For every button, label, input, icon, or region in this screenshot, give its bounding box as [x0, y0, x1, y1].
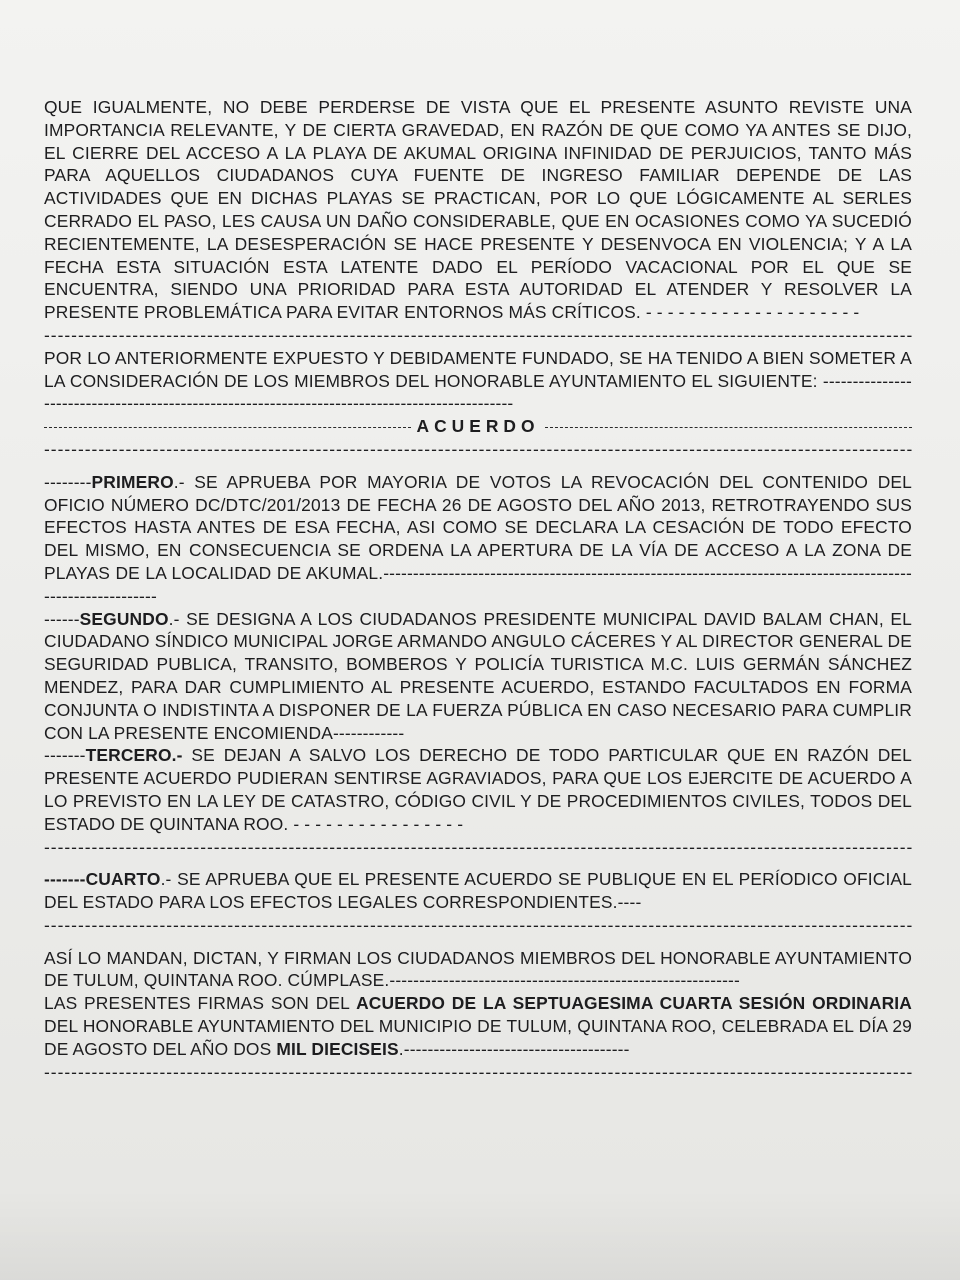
clause-segundo-text: .- SE DESIGNA A LOS CIUDADANOS PRESIDENTE MUNICIPAL DAVID BALAM CHAN, EL CIUDADANO SÍNDICO MUNICIPAL JORGE ARMANDO ANGULO CÁCERES Y AL DIRECTOR GENERAL DE SEGURIDAD PUBLICA, TRANSITO, BOMBEROS Y POLICÍA TURISTICA M.C. LUIS GERMÁN SÁNCHEZ MENDEZ, PARA DAR CUMPLIMIENTO AL PRESENTE ACUERDO, ESTANDO FACULTADOS EN FORMA CONJUNTA O INDISTINTA A DISPONER DE LA FUERZA PÚBLICA EN CASO NECESARIO PARA CUMPLIR CON LA PRESENTE ENCOMIENDA------------ [44, 608, 912, 743]
firmas-text-a: LAS PRESENTES FIRMAS SON DEL [44, 993, 357, 1014]
paragraph-firmas [44, 992, 912, 1060]
clause-tercero-label: TERCERO.- [85, 745, 183, 766]
paragraph-akumal-importance: QUE IGUALMENTE, NO DEBE PERDERSE DE VISTA QUE EL PRESENTE ASUNTO REVISTE UNA IMPORTANCIA RELEVANTE, Y DE CIERTA GRAVEDAD, EN RAZÓN DE QUE COMO YA ANTES SE DIJO, EL CIERRE DEL ACCESO A LA PLAYA DE AKUMAL ORIGINA INFINIDAD DE PERJUICIOS, TANTO MÁS PARA AQUELLOS CIUDADANOS CUYA FUENTE DE INGRESO FAMILIAR DEPENDE DE LAS ACTIVIDADES QUE EN DICHAS PLAYAS SE PRACTICAN, POR LO QUE LÓGICAMENTE AL SERLES CERRADO EL PASO, LES CAUSA UN DAÑO CONSIDERABLE, QUE EN OCASIONES COMO YA SUCEDIÓ RECIENTEMENTE, LA DESESPERACIÓN SE HACE PRESENTE Y DESENVOCA EN VIOLENCIA; Y A LA FECHA ESTA SITUACIÓN ESTA LATENTE DADO EL PERÍODO VACACIONAL POR EL QUE SE ENCUENTRA, SIENDO UNA PRIORIDAD PARA ESTA AUTORIDAD EL ATENDER Y RESOLVER LA PRESENTE PROBLEMÁTICA PARA EVITAR ENTORNOS MÁS CRÍTICOS. - - - - - - - - - - - - - - - - - - - - [44, 97, 912, 323]
document-body [44, 96, 912, 1083]
acuerdo-heading: ACUERDO [416, 416, 540, 437]
clause-tercero: -------TERCERO.- SE DEJAN A SALVO LOS DERECHO DE TODO PARTICULAR QUE EN RAZÓN DEL PRESENTE ACUERDO PUDIERAN SENTIRSE AGRAVIADOS, PARA QUE LOS EJERCITE DE ACUERDO A LO PREVISTO EN LA LEY DE CATASTRO, CÓDIGO CIVIL Y DE PROCEDIMIENTOS CIVILES, TODOS DEL ESTADO DE QUINTANA ROO. - - - - - - - - - - - - - - - - [44, 745, 912, 834]
dashed-separator [44, 914, 912, 937]
dashed-separator [44, 438, 912, 461]
dashed-separator [44, 836, 912, 859]
clause-segundo-label: SEGUNDO [79, 608, 169, 629]
clause-cuarto-label: -------CUARTO [44, 869, 161, 890]
dashed-rule-right [545, 427, 912, 428]
paragraph-expuesto: POR LO ANTERIORMENTE EXPUESTO Y DEBIDAMENTE FUNDADO, SE HA TENIDO A BIEN SOMETER A LA CONSIDERACIÓN DE LOS MIEMBROS DEL HONORABLE AYUNTAMIENTO EL SIGUIENTE: ---------------------------------------------------------------------------------------------- [44, 347, 912, 414]
clause-segundo: ------SEGUNDO.- SE DESIGNA A LOS CIUDADANOS PRESIDENTE MUNICIPAL DAVID BALAM CHAN, EL CIUDADANO SÍNDICO MUNICIPAL JORGE ARMANDO ANGULO CÁCERES Y AL DIRECTOR GENERAL DE SEGURIDAD PUBLICA, TRANSITO, BOMBEROS Y POLICÍA TURISTICA M.C. LUIS GERMÁN SÁNCHEZ MENDEZ, PARA DAR CUMPLIMIENTO AL PRESENTE ACUERDO, ESTANDO FACULTADOS EN FORMA CONJUNTA O INDISTINTA A DISPONER DE LA FUERZA PÚBLICA EN CASO NECESARIO PARA CUMPLIR CON LA PRESENTE ENCOMIENDA------------ [44, 608, 912, 743]
dashed-separator [44, 1061, 912, 1084]
dashed-separator [44, 324, 912, 347]
firmas-year: MIL DIECISEIS [276, 1038, 399, 1059]
clause-primero-label: PRIMERO [91, 471, 174, 492]
acuerdo-heading-row [44, 415, 912, 438]
paragraph-mandan: ASÍ LO MANDAN, DICTAN, Y FIRMAN LOS CIUDADANOS MIEMBROS DEL HONORABLE AYUNTAMIENTO DE TULUM, QUINTANA ROO. CÚMPLASE.----------------------------------------------------------- [44, 947, 912, 991]
page-shadow [0, 1190, 960, 1280]
firmas-text-c: .-------------------------------------- [398, 1038, 630, 1059]
dashed-rule-left [44, 427, 411, 428]
clause-cuarto-text: .- SE APRUEBA QUE EL PRESENTE ACUERDO SE PUBLIQUE EN EL PERÍODICO OFICIAL DEL ESTADO PARA LOS EFECTOS LEGALES CORRESPONDIENTES.---- [44, 869, 912, 913]
clause-tercero-text: SE DEJAN A SALVO LOS DERECHO DE TODO PARTICULAR QUE EN RAZÓN DEL PRESENTE ACUERDO PUDIERAN SENTIRSE AGRAVIADOS, PARA QUE LOS EJERCITE DE ACUERDO A LO PREVISTO EN LA LEY DE CATASTRO, CÓDIGO CIVIL Y DE PROCEDIMIENTOS CIVILES, TODOS DEL ESTADO DE QUINTANA ROO. - - - - - - - - - - - - - - - - [44, 745, 912, 834]
firmas-session-name: ACUERDO DE LA SEPTUAGESIMA CUARTA SESIÓN ORDINARIA [356, 993, 912, 1014]
clause-cuarto [44, 868, 912, 914]
clause-primero-text: .- SE APRUEBA POR MAYORIA DE VOTOS LA REVOCACIÓN DEL CONTENIDO DEL OFICIO NÚMERO DC/DTC/201/2013 DE FECHA 26 DE AGOSTO DEL AÑO 2013, RETROTRAYENDO SUS EFECTOS HASTA ANTES DE ESA FECHA, ASI COMO SE DECLARA LA CESACIÓN DE TODO EFECTO DEL MISMO, EN CONSECUENCIA SE ORDENA LA APERTURA DE LA VÍA DE ACCESO A LA ZONA DE PLAYAS DE LA LOCALIDAD DE AKUMAL.------------------------------------------------------------------------------------------------------------ [44, 471, 912, 606]
clause-primero: --------PRIMERO.- SE APRUEBA POR MAYORIA DE VOTOS LA REVOCACIÓN DEL CONTENIDO DEL OFICIO NÚMERO DC/DTC/201/2013 DE FECHA 26 DE AGOSTO DEL AÑO 2013, RETROTRAYENDO SUS EFECTOS HASTA ANTES DE ESA FECHA, ASI COMO SE DECLARA LA CESACIÓN DE TODO EFECTO DEL MISMO, EN CONSECUENCIA SE ORDENA LA APERTURA DE LA VÍA DE ACCESO A LA ZONA DE PLAYAS DE LA LOCALIDAD DE AKUMAL.------------------------------------------------------------------------------------------------------------ [44, 471, 912, 606]
firmas-text-b: DEL HONORABLE AYUNTAMIENTO DEL MUNICIPIO DE TULUM, QUINTANA ROO, CELEBRADA EL DÍA 29 DE AGOSTO DEL AÑO DOS [44, 1016, 912, 1059]
